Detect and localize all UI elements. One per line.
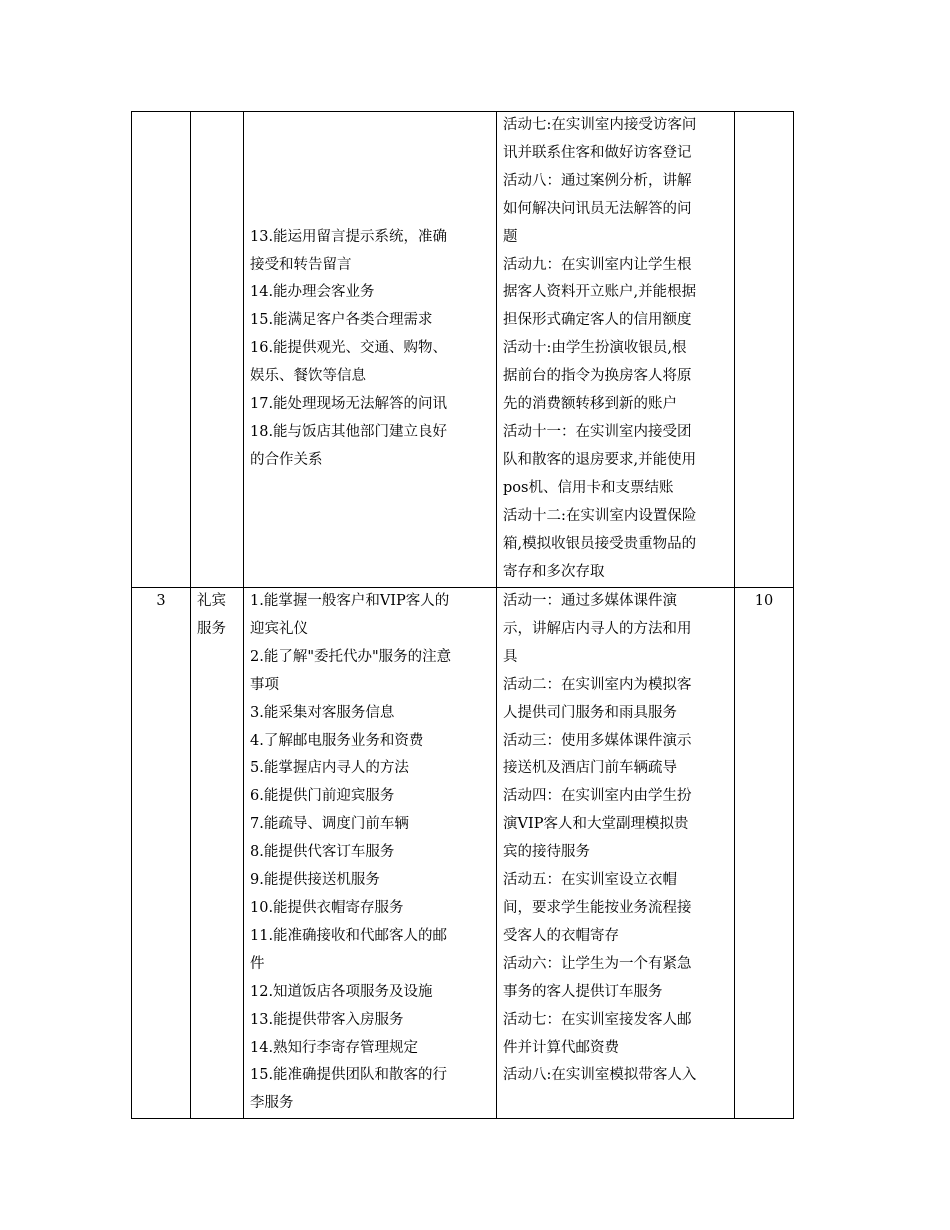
text-line: 16.能提供观光、交通、购物、 xyxy=(250,340,448,357)
text-line: 活动十二:在实训室内设置保险 xyxy=(503,507,697,524)
goals-spacer xyxy=(250,112,490,224)
text-line: 活动三：使用多媒体课件演示 xyxy=(503,732,692,749)
text-line: 8.能提供代客订车服务 xyxy=(250,844,395,861)
course-content-table xyxy=(131,111,794,1119)
text-line: 活动九：在实训室内让学生根 xyxy=(503,256,692,273)
text-line: 据客人资料开立账户,并能根据 xyxy=(503,284,697,301)
text-line: 担保形式确定客人的信用额度 xyxy=(503,312,692,329)
text-line: 娱乐、餐饮等信息 xyxy=(250,368,366,385)
class-hours: 10 xyxy=(735,588,794,1119)
module-name xyxy=(191,588,244,1119)
text-line: 14.能办理会客业务 xyxy=(250,284,375,301)
text-line: 活动十一：在实训室内接受团 xyxy=(503,423,692,440)
text-line: 活动一：通过多媒体课件演 xyxy=(503,593,677,609)
text-line: 讯并联系住客和做好访客登记 xyxy=(503,144,692,161)
text-line: 6.能提供门前迎宾服务 xyxy=(250,788,395,805)
text-line: 李服务 xyxy=(250,1095,294,1112)
name-cell-empty xyxy=(191,112,244,588)
text-line: 5.能掌握店内寻人的方法 xyxy=(250,760,409,777)
row-number: 3 xyxy=(132,588,191,1119)
goals-cell xyxy=(244,588,497,1119)
text-line: 15.能满足客户各类合理需求 xyxy=(250,312,433,329)
text-line: 事务的客人提供订车服务 xyxy=(503,983,663,1000)
text-line: 宾的接待服务 xyxy=(503,844,590,861)
text-line: 题 xyxy=(503,228,518,245)
text-line: 2.能了解"委托代办"服务的注意 xyxy=(250,648,452,665)
text-line: 14.熟知行李寄存管理规定 xyxy=(250,1039,419,1056)
hours-cell-empty xyxy=(735,112,794,588)
text-line: pos机、信用卡和支票结账 xyxy=(503,479,674,496)
text-line: 活动八：通过案例分析，讲解 xyxy=(503,172,692,189)
text-line: 具 xyxy=(503,648,518,665)
text-line: 17.能处理现场无法解答的问讯 xyxy=(250,396,448,413)
text-line: 活动五：在实训室设立衣帽 xyxy=(503,872,677,889)
text-line: 活动十:由学生扮演收银员,根 xyxy=(503,340,687,357)
text-line: 11.能准确接收和代邮客人的邮 xyxy=(250,927,448,944)
text-line: 10.能提供衣帽寄存服务 xyxy=(250,899,404,916)
text-line: 服务 xyxy=(197,620,226,637)
text-line: 寄存和多次存取 xyxy=(503,563,605,580)
activities-cell xyxy=(497,112,735,588)
text-line: 活动八:在实训室模拟带客人入 xyxy=(503,1067,697,1084)
text-line: 人提供司门服务和雨具服务 xyxy=(503,704,677,721)
table-row-continued xyxy=(132,112,794,588)
text-line: 件 xyxy=(250,955,265,972)
text-line: 队和散客的退房要求,并能使用 xyxy=(503,451,697,468)
table-row-3 xyxy=(132,588,794,1119)
text-line: 间，要求学生能按业务流程接 xyxy=(503,899,692,916)
text-line: 接送机及酒店门前车辆疏导 xyxy=(503,760,677,777)
text-line: 的合作关系 xyxy=(250,451,323,468)
text-line: 3.能采集对客服务信息 xyxy=(250,704,395,721)
text-line: 13.能提供带客入房服务 xyxy=(250,1011,404,1028)
text-line: 礼宾 xyxy=(197,593,226,609)
activities-list xyxy=(503,112,728,586)
text-line: 件并计算代邮资费 xyxy=(503,1039,619,1056)
text-line: 1.能掌握一般客户和VIP客人的 xyxy=(250,593,450,609)
text-line: 受客人的衣帽寄存 xyxy=(503,927,619,944)
goals-list xyxy=(250,588,490,1118)
goals-cell xyxy=(244,112,497,588)
text-line: 18.能与饭店其他部门建立良好 xyxy=(250,423,448,440)
number-cell-empty xyxy=(132,112,191,588)
text-line: 7.能疏导、调度门前车辆 xyxy=(250,816,409,833)
text-line: 事项 xyxy=(250,676,279,693)
text-line: 接受和转告留言 xyxy=(250,256,352,273)
text-line: 15.能准确提供团队和散客的行 xyxy=(250,1067,448,1084)
text-line: 迎宾礼仪 xyxy=(250,620,308,637)
activities-list xyxy=(503,588,728,1090)
text-line: 9.能提供接送机服务 xyxy=(250,872,380,889)
text-line: 如何解决问讯员无法解答的问 xyxy=(503,200,692,217)
text-line: 示，讲解店内寻人的方法和用 xyxy=(503,620,692,637)
text-line: 活动四：在实训室内由学生扮 xyxy=(503,788,692,805)
text-line: 活动七：在实训室接发客人邮 xyxy=(503,1011,692,1028)
goals-list xyxy=(250,224,490,475)
module-name-lines xyxy=(197,588,237,644)
text-line: 活动二：在实训室内为模拟客 xyxy=(503,676,692,693)
text-line: 13.能运用留言提示系统，准确 xyxy=(250,228,448,245)
text-line: 演VIP客人和大堂副理模拟贵 xyxy=(503,816,689,833)
text-line: 据前台的指令为换房客人将原 xyxy=(503,368,692,385)
text-line: 4.了解邮电服务业务和资费 xyxy=(250,732,424,749)
text-line: 活动六：让学生为一个有紧急 xyxy=(503,955,692,972)
text-line: 12.知道饭店各项服务及设施 xyxy=(250,983,433,1000)
text-line: 箱,模拟收银员接受贵重物品的 xyxy=(503,535,697,552)
text-line: 先的消费额转移到新的账户 xyxy=(503,396,677,413)
text-line: 活动七:在实训室内接受访客问 xyxy=(503,117,697,133)
activities-cell xyxy=(497,588,735,1119)
